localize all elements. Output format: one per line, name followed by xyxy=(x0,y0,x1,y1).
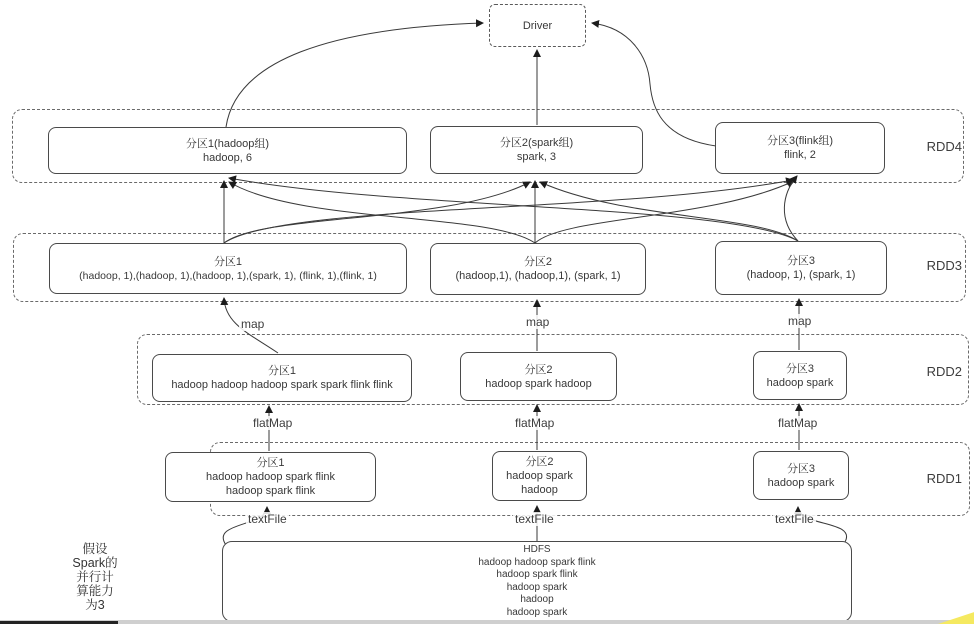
partition-title: 分区2 xyxy=(523,256,553,268)
partition-title: 分区1 xyxy=(256,457,285,469)
hdfs-line: hadoop spark flink xyxy=(496,569,578,580)
side-note-line: 假设 xyxy=(82,542,108,556)
textfile-label-1: textFile xyxy=(248,512,287,526)
rdd4-label: RDD4 xyxy=(926,139,962,154)
rdd2-label: RDD2 xyxy=(926,364,962,379)
rdd3-partition2-box xyxy=(430,243,646,295)
rdd3-partition3-box xyxy=(715,241,887,295)
side-note-line: 算能力 xyxy=(76,584,114,598)
hdfs-box xyxy=(222,541,852,622)
textfile-label-3: textFile xyxy=(775,512,814,526)
partition-content: hadoop, 6 xyxy=(203,151,252,164)
edge-shuffle-p3-g2 xyxy=(540,182,798,241)
hdfs-line: hadoop spark xyxy=(506,606,568,618)
side-note xyxy=(35,542,155,612)
rdd2-partition2-box xyxy=(460,352,617,401)
side-note-line: Spark的 xyxy=(72,556,118,570)
partition-content: hadoop spark xyxy=(767,476,835,489)
partition-content: spark, 3 xyxy=(516,151,557,163)
partition-content: flink, 2 xyxy=(784,149,816,161)
rdd4-partition1-box xyxy=(48,127,407,174)
driver-box xyxy=(489,4,586,47)
rdd1-label: RDD1 xyxy=(926,471,962,486)
edge-shuffle-p3-g3 xyxy=(784,176,798,241)
rdd1-partition1-box xyxy=(165,452,376,502)
hdfs-line: hadoop xyxy=(520,594,554,605)
partition-content: (hadoop,1), (hadoop,1), (spark, 1) xyxy=(455,270,621,282)
edge-shuffle-p2-g1 xyxy=(229,182,535,243)
textfile-label-2: textFile xyxy=(515,512,554,526)
partition-title: 分区1(hadoop组) xyxy=(185,137,270,150)
bottom-strip xyxy=(0,620,974,624)
edge-shuffle-p3-g1 xyxy=(229,178,798,241)
side-note-line: 并行计 xyxy=(76,570,114,584)
rdd2-partition3-box xyxy=(753,351,847,400)
partition-title: 分区2 xyxy=(524,363,553,376)
edge-rdd4p1-driver xyxy=(226,23,483,127)
edge-shuffle-p2-g3 xyxy=(535,181,794,243)
edge-shuffle-p1-g2 xyxy=(224,182,530,243)
rdd1-partition3-box xyxy=(753,451,849,500)
partition-content: hadoop spark xyxy=(506,470,573,482)
partition-title: 分区2 xyxy=(525,456,554,468)
partition-content: hadoop xyxy=(521,484,558,496)
map-label-2: map xyxy=(526,315,550,329)
flatmap-label-2: flatMap xyxy=(515,416,555,430)
driver-label: Driver xyxy=(522,19,553,32)
partition-title: 分区3 xyxy=(786,462,816,475)
rdd4-partition3-box xyxy=(715,122,885,174)
rdd3-partition1-box xyxy=(49,243,407,294)
rdd1-partition2-box xyxy=(492,451,587,501)
map-label-3: map xyxy=(788,314,812,328)
partition-title: 分区1 xyxy=(267,365,297,377)
flatmap-label-3: flatMap xyxy=(778,416,818,430)
partition-title: 分区2(spark组) xyxy=(499,137,574,149)
partition-content: hadoop hadoop hadoop spark spark flink flink xyxy=(171,379,393,391)
rdd3-label: RDD3 xyxy=(926,258,962,273)
side-note-line: 为3 xyxy=(85,598,105,612)
partition-content: hadoop spark xyxy=(766,376,834,389)
partition-content: hadoop hadoop spark flink xyxy=(205,471,336,483)
hdfs-line: hadoop hadoop spark flink xyxy=(478,556,596,568)
rdd4-partition2-box xyxy=(430,126,643,174)
partition-title: 分区1 xyxy=(213,255,243,268)
partition-content: (hadoop, 1), (spark, 1) xyxy=(746,269,856,281)
partition-title: 分区3(flink组) xyxy=(766,135,833,147)
partition-title: 分区3 xyxy=(786,255,816,267)
partition-content: hadoop spark hadoop xyxy=(485,377,592,390)
partition-content: (hadoop, 1),(hadoop, 1),(hadoop, 1),(spark, 1), (flink, 1),(flink, 1) xyxy=(79,269,377,282)
partition-title: 分区3 xyxy=(785,362,815,375)
hdfs-title: HDFS xyxy=(523,544,551,555)
rdd2-partition1-box xyxy=(152,354,412,402)
hdfs-line: hadoop spark xyxy=(506,581,568,593)
flatmap-label-1: flatMap xyxy=(253,416,293,430)
map-label-1: map xyxy=(241,317,265,331)
partition-content: hadoop spark flink xyxy=(225,485,316,497)
